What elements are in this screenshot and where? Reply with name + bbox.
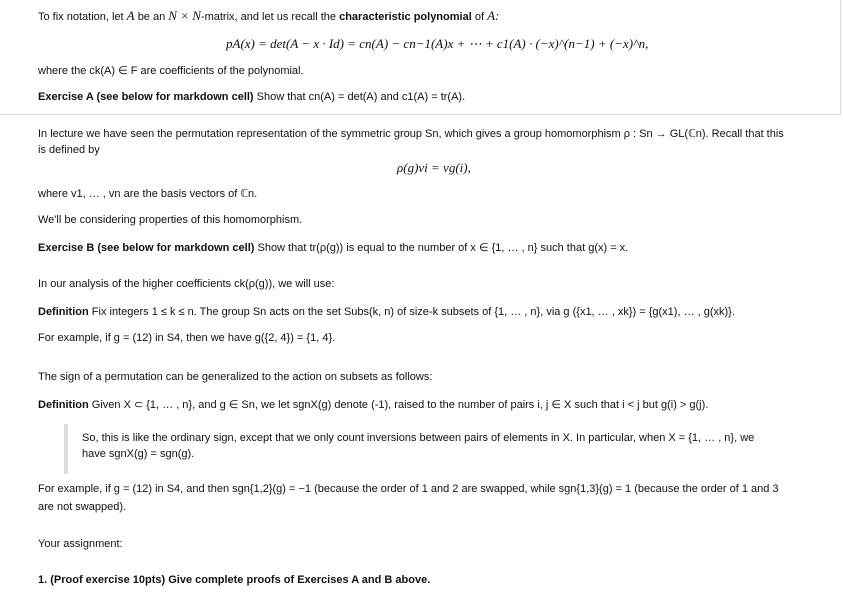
definition-subs-text: Fix integers 1 ≤ k ≤ n. The group Sn acts on the set Subs(k, n) of size-k subsets of {1, … , n}, via g ({x1, … , xk}) = {g(x1), … , g(xk)}. xyxy=(91,306,735,318)
definition-sgn xyxy=(38,398,708,411)
intro-A: A xyxy=(126,8,135,23)
perm-rep-paragraph: In lecture we have seen the permutation representation of the symmetric group Sn, which gives a group homomorphism ρ : Sn → GL(ℂn). Recall that this xyxy=(38,128,784,140)
example-subset-text: For example, if g = (12) in S4, then we have g({2, 4}) = {1, 4}. xyxy=(38,332,336,344)
exercise-b-label: Exercise B (see below for markdown cell) xyxy=(38,242,255,254)
exercise-b-text: Show that tr(ρ(g)) is equal to the number of x ∈ {1, … , n} such that g(x) = x. xyxy=(257,242,629,254)
definition-subs-label: Definition xyxy=(38,306,89,318)
higher-coeff-text: In our analysis of the higher coefficients ck(ρ(g)), we will use: xyxy=(38,278,335,290)
assignment-item-1 xyxy=(38,574,430,586)
char-poly-formula: pA(x) = det(A − x · Id) = cn(A) − cn−1(A)x + ⋯ + c1(A) · (−x)^(n−1) + (−x)^n, xyxy=(226,36,649,51)
intro-bold: characteristic polynomial xyxy=(339,11,472,23)
considering-text: We'll be considering properties of this homomorphism. xyxy=(38,214,303,226)
intro-of: of xyxy=(474,11,485,23)
perm-rep-paragraph-cont: is defined by xyxy=(38,144,100,156)
sign-generalization-text: The sign of a permutation can be generalized to the action on subsets as follows: xyxy=(38,371,433,383)
where-coeff-text: where the ck(A) ∈ F are coefficients of the polynomial. xyxy=(38,65,304,77)
assignment-heading: Your assignment: xyxy=(38,538,123,550)
exercise-a-text: Show that cn(A) = det(A) and c1(A) = tr(A). xyxy=(256,91,466,103)
markdown-cell-top[interactable] xyxy=(0,0,841,115)
intro-rest: -matrix, and let us recall the xyxy=(200,11,337,23)
definition-sgn-text: Given X ⊂ {1, … , n}, and g ∈ Sn, we let sgnX(g) denote (-1), raised to the number of pairs i, j ∈ X such that i < j but g(i) > g(j). xyxy=(91,399,709,411)
sgn-example-text-cont: are not swapped). xyxy=(38,501,127,513)
basis-vectors-text: where v1, … , vn are the basis vectors of ℂn. xyxy=(38,188,258,200)
intro-line xyxy=(38,8,499,24)
blockquote-line-2: have sgnX(g) = sgn(g). xyxy=(82,448,195,460)
exercise-a xyxy=(38,91,465,103)
intro-be: be an xyxy=(137,11,166,23)
exercise-b xyxy=(38,241,628,254)
blockquote-line-1: So, this is like the ordinary sign, except that we only count inversions between pairs of elements in X. In particular, when X = {1, … , n}, we xyxy=(82,432,755,444)
assignment-item-1-text: 1. (Proof exercise 10pts) Give complete proofs of Exercises A and B above. xyxy=(38,574,431,586)
intro-A2: A: xyxy=(487,8,500,23)
exercise-a-label: Exercise A (see below for markdown cell) xyxy=(38,91,254,103)
intro-text: To fix notation, let xyxy=(38,11,124,23)
rho-definition-eq: ρ(g)vi = vg(i), xyxy=(397,160,471,175)
blockquote xyxy=(64,424,838,474)
definition-sgn-label: Definition xyxy=(38,399,89,411)
sgn-example-text: For example, if g = (12) in S4, and then sgn{1,2}(g) = −1 (because the order of 1 and 2 are swapped, while sgn{1,3}(g) = 1 (because the order of 1 and 3 xyxy=(38,483,779,495)
definition-subs xyxy=(38,306,735,318)
markdown-cell-main[interactable] xyxy=(0,120,843,604)
intro-nxn: N × N xyxy=(168,8,201,23)
